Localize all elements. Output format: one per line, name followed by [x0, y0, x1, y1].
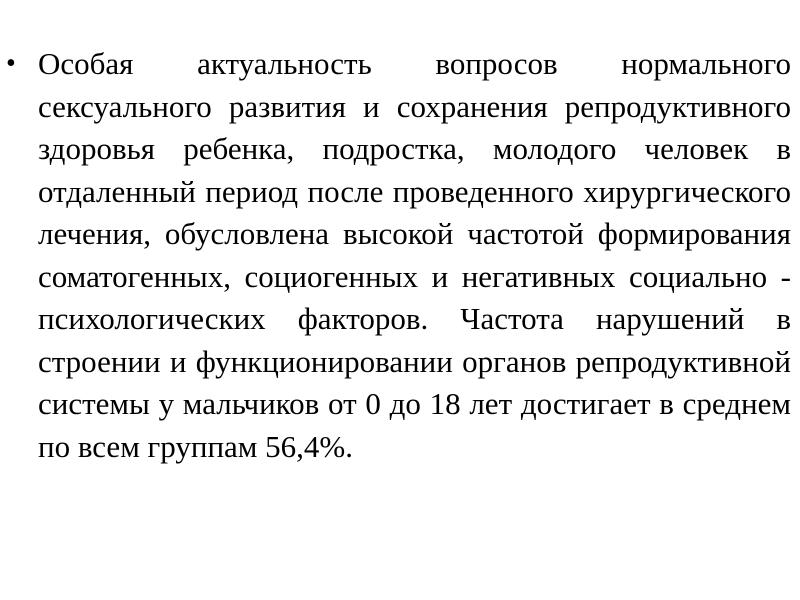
bullet-list [0, 43, 800, 468]
bullet-marker: • [6, 48, 16, 79]
bullet-paragraph: Особая актуальность вопросов нормального сексуального развития и сохранения репродуктивного здоровья ребенка, подростка, молодого человек в отдаленный период после проведенного хирургического лечения, обусловлена высокой частотой формирования соматогенных, социогенных и негативных социально - психологических факторов. Частота нарушений в строении и функционировании органов репродуктивной системы у мальчиков от 0 до 18 лет достигает в среднем по всем группам 56,4%. [38, 46, 791, 464]
bullet-item [0, 43, 800, 468]
